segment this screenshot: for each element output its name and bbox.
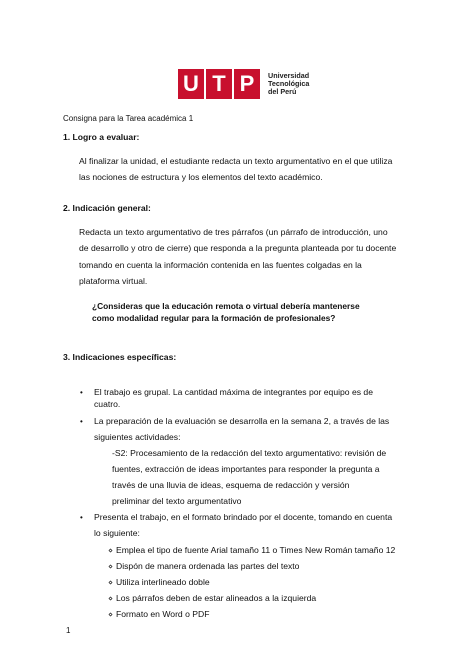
section-1-line: Al finalizar la unidad, el estudiante redacta un texto argumentativo en el que utiliza: [79, 156, 393, 166]
logo-name-line: del Perú: [268, 87, 297, 96]
format-rule-item: Formato en Word o PDF: [116, 609, 210, 619]
bullet-icon: •: [80, 417, 83, 426]
document-title: Consigna para la Tarea académica 1: [63, 114, 194, 123]
format-rule-item: Dispón de manera ordenada las partes del texto: [116, 561, 300, 571]
guiding-question-line: como modalidad regular para la formación de profesionales?: [92, 313, 336, 323]
section-1-line: las nociones de estructura y los elementos del texto académico.: [79, 172, 323, 182]
page-number: 1: [66, 626, 71, 635]
section-2-line: de desarrollo y otro de cierre) que responda a la pregunta planteada por tu docente: [79, 243, 397, 253]
bullet-item-line: La preparación de la evaluación se desarrolla en la semana 2, a través de las: [94, 416, 390, 426]
bullet-item-line: siguientes actividades:: [94, 432, 181, 442]
section-2-line: Redacta un texto argumentativo de tres párrafos (un párrafo de introducción, uno: [79, 227, 388, 237]
s2-activity-line: preliminar del texto argumentativo: [112, 496, 242, 506]
logo-name-line: Universidad: [268, 71, 310, 80]
section-2-line: plataforma virtual.: [79, 276, 148, 286]
utp-logo: [178, 69, 309, 99]
bullet-icon: •: [80, 513, 83, 522]
bullet-item-line: El trabajo es grupal. La cantidad máxima de integrantes por equipo es de: [94, 387, 373, 397]
section-1-heading: 1. Logro a evaluar:: [63, 132, 140, 142]
sub-bullet-icon: ⋄: [108, 546, 114, 555]
bullet-item-line: cuatro.: [94, 399, 121, 409]
sub-bullet-icon: ⋄: [108, 610, 114, 619]
sub-bullet-icon: ⋄: [108, 594, 114, 603]
format-rule-item: Utiliza interlineado doble: [116, 577, 210, 587]
section-2-heading: 2. Indicación general:: [63, 203, 151, 213]
logo-name-line: Tecnológica: [268, 79, 310, 88]
bullet-icon: •: [80, 388, 83, 397]
guiding-question-line: ¿Consideras que la educación remota o virtual debería mantenerse: [92, 301, 360, 311]
format-rule-item: Los párrafos deben de estar alineados a la izquierda: [116, 593, 317, 603]
section-3-heading: 3. Indicaciones específicas:: [63, 352, 177, 362]
s2-activity-line: fuentes, extracción de ideas importantes para responder la pregunta a: [112, 464, 380, 474]
s2-activity-line: -S2: Procesamiento de la redacción del texto argumentativo: revisión de: [112, 448, 387, 458]
bullet-item-line: lo siguiente:: [94, 528, 140, 538]
format-rule-item: Emplea el tipo de fuente Arial tamaño 11 o Times New Román tamaño 12: [116, 545, 396, 555]
sub-bullet-icon: ⋄: [108, 578, 114, 587]
logo-university-name: [268, 72, 309, 96]
logo-letter-p: P: [234, 69, 260, 99]
logo-letter-t: T: [206, 69, 232, 99]
section-2-line: tomando en cuenta la información contenida en las fuentes colgadas en la: [79, 260, 362, 270]
bullet-item-line: Presenta el trabajo, en el formato brindado por el docente, tomando en cuenta: [94, 512, 393, 522]
sub-bullet-icon: ⋄: [108, 562, 114, 571]
s2-activity-line: través de una lluvia de ideas, esquema de redacción y versión: [112, 480, 350, 490]
logo-letter-u: U: [178, 69, 204, 99]
